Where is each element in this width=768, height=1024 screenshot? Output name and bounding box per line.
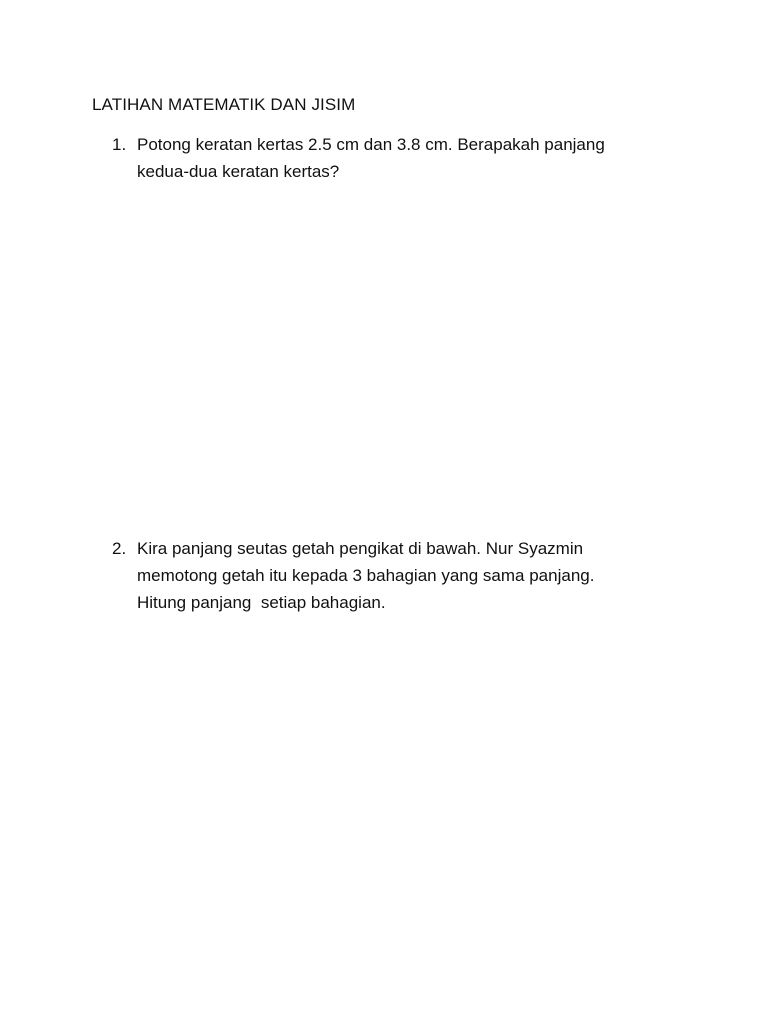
question-line: Kira panjang seutas getah pengikat di bawah. Nur Syazmin (137, 539, 584, 558)
question-1 (112, 131, 672, 185)
question-line: Potong keratan kertas 2.5 cm dan 3.8 cm. Berapakah panjang (137, 135, 605, 154)
worksheet-title: LATIHAN MATEMATIK DAN JISIM (92, 95, 356, 114)
question-text (137, 535, 672, 616)
question-line: kedua-dua keratan kertas? (137, 162, 340, 181)
question-2 (112, 535, 672, 616)
question-text (137, 131, 672, 185)
question-line: Hitung panjang setiap bahagian. (137, 593, 386, 612)
question-number: 1. (112, 135, 127, 154)
question-line: memotong getah itu kepada 3 bahagian yang sama panjang. (137, 566, 595, 585)
question-number: 2. (112, 539, 127, 558)
